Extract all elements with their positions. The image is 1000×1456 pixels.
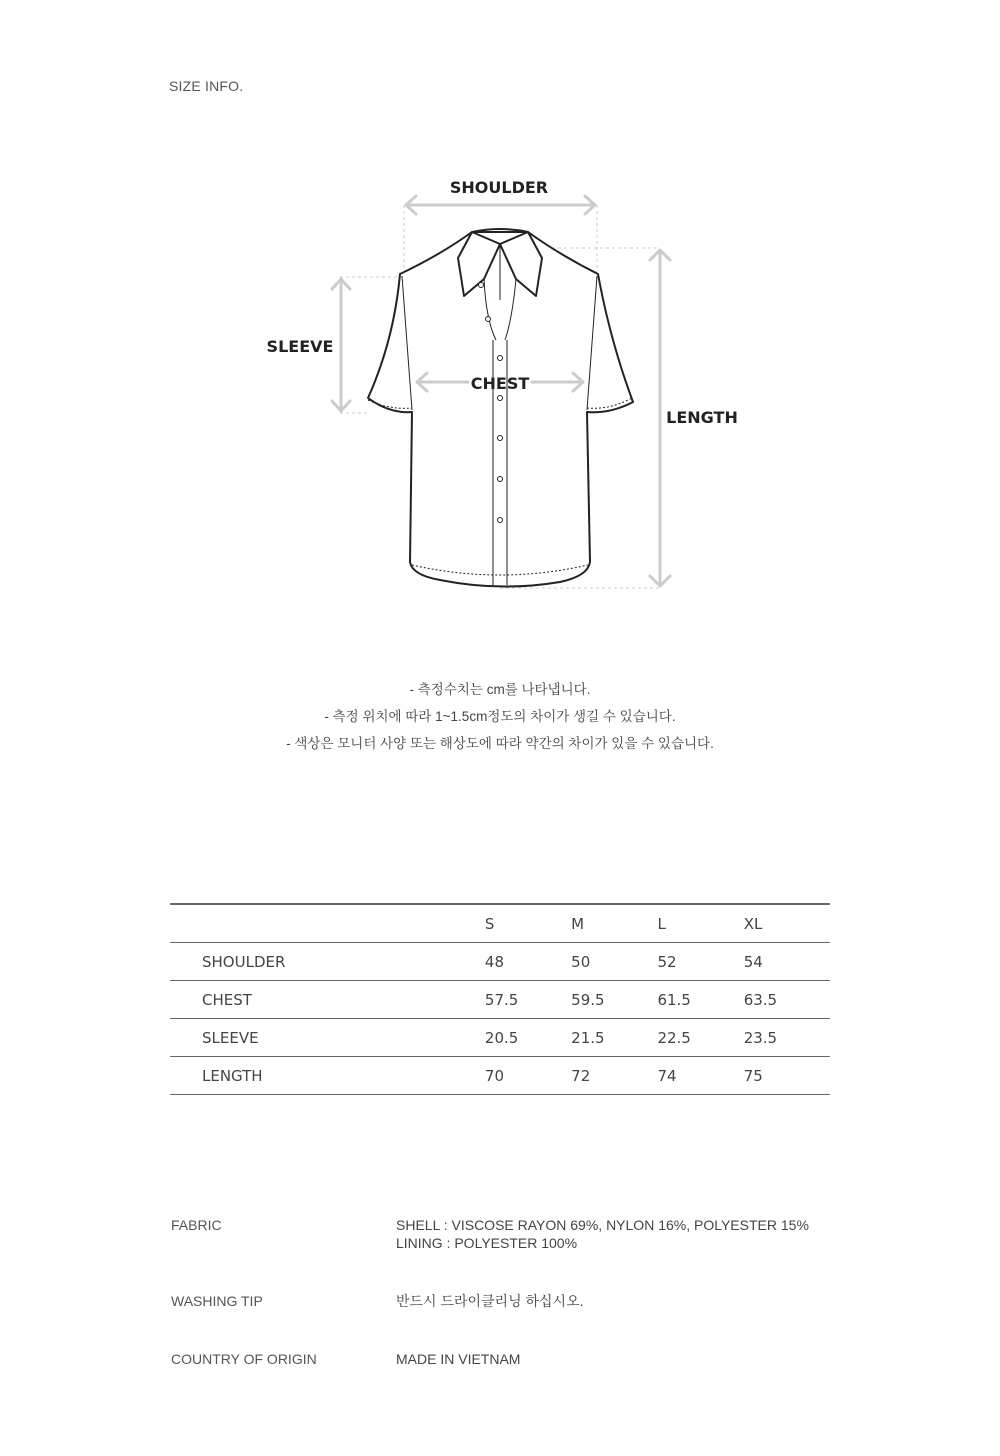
header-size-m: M [571, 904, 657, 943]
shirt-diagram [0, 0, 1000, 640]
table-header-row [170, 904, 830, 943]
country-of-origin-label: COUNTRY OF ORIGIN [171, 1351, 317, 1367]
table-row [170, 981, 830, 1019]
chest-label: CHEST [470, 374, 530, 393]
header-size-xl: XL [744, 904, 830, 943]
row-label: SLEEVE [170, 1019, 485, 1057]
washing-tip-label: WASHING TIP [171, 1293, 263, 1309]
note-line: - 색상은 모니터 사양 또는 해상도에 따라 약간의 차이가 있을 수 있습니다. [286, 736, 714, 751]
section-title: SIZE INFO. [169, 78, 244, 94]
table-row [170, 1019, 830, 1057]
length-label: LENGTH [666, 408, 738, 427]
fabric-line: SHELL : VISCOSE RAYON 69%, NYLON 16%, POLYESTER 15% [396, 1217, 809, 1233]
shoulder-label: SHOULDER [449, 178, 549, 197]
measurement-notes [0, 680, 1000, 761]
table-row [170, 1057, 830, 1095]
header-empty-cell [170, 904, 485, 943]
header-size-s: S [485, 904, 571, 943]
table-cell: 21.5 [571, 1019, 657, 1057]
size-table [170, 903, 830, 1095]
row-label: SHOULDER [170, 943, 485, 981]
note-line: - 측정수치는 cm를 나타냅니다. [409, 682, 591, 697]
note-line: - 측정 위치에 따라 1~1.5cm정도의 차이가 생길 수 있습니다. [324, 709, 676, 724]
header-size-l: L [657, 904, 743, 943]
table-cell: 52 [657, 943, 743, 981]
table-cell: 75 [744, 1057, 830, 1095]
table-cell: 50 [571, 943, 657, 981]
table-cell: 22.5 [657, 1019, 743, 1057]
fabric-value [396, 1216, 809, 1252]
table-cell: 59.5 [571, 981, 657, 1019]
country-of-origin-value: MADE IN VIETNAM [396, 1351, 521, 1367]
table-cell: 61.5 [657, 981, 743, 1019]
table-cell: 74 [657, 1057, 743, 1095]
washing-tip-value: 반드시 드라이클리닝 하십시오. [396, 1293, 584, 1309]
table-cell: 20.5 [485, 1019, 571, 1057]
table-cell: 54 [744, 943, 830, 981]
table-cell: 72 [571, 1057, 657, 1095]
table-cell: 23.5 [744, 1019, 830, 1057]
sleeve-label: SLEEVE [266, 337, 334, 356]
table-cell: 57.5 [485, 981, 571, 1019]
row-label: LENGTH [170, 1057, 485, 1095]
table-cell: 70 [485, 1057, 571, 1095]
fabric-label: FABRIC [171, 1217, 222, 1233]
table-cell: 48 [485, 943, 571, 981]
fabric-line: LINING : POLYESTER 100% [396, 1235, 578, 1251]
table-row [170, 943, 830, 981]
row-label: CHEST [170, 981, 485, 1019]
table-cell: 63.5 [744, 981, 830, 1019]
